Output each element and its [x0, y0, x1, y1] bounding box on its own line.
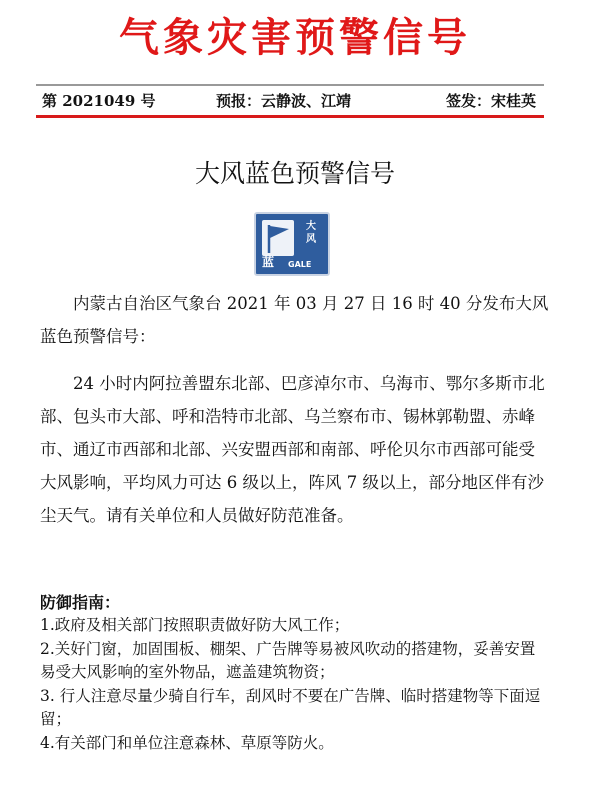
masthead-title: 气象灾害预警信号	[119, 15, 471, 61]
guide-list	[40, 614, 550, 755]
issue-number: 第 2021049 号	[42, 92, 156, 110]
flag-panel	[262, 220, 294, 256]
guide-item: 1.政府及相关部门按照职责做好防大风工作；	[40, 616, 350, 634]
signer-name: 签发：宋桂英	[445, 92, 536, 110]
signal-char-2: 风	[306, 234, 316, 245]
forecaster-names: 预报：云静波、江靖	[216, 92, 352, 110]
warning-details-paragraph: 24 小时内阿拉善盟东北部、巴彦淖尔市、乌海市、鄂尔多斯市北部、包头市大部、呼和浩特市北部、乌兰察布市、锡林郭勒盟、赤峰市、通辽市西部和北部、兴安盟西部和南部、呼伦贝尔市西部可能受大风影响，平均风力可达 6 级以上，阵风 7 级以上，部分地区伴有沙尘天气。请有关单位和人员做好防范准备。	[40, 374, 545, 525]
wind-flag-icon	[262, 220, 294, 256]
signal-color-char: 蓝	[262, 255, 275, 269]
signal-char-1: 大	[306, 221, 316, 232]
signal-english-label: GALE	[288, 260, 312, 269]
guide-title: 防御指南：	[40, 593, 121, 612]
alert-title: 大风蓝色预警信号	[194, 159, 395, 188]
gale-blue-warning-icon	[254, 212, 330, 276]
info-bar	[36, 84, 544, 118]
signal-vertical-text	[300, 220, 322, 246]
issuance-paragraph: 内蒙古自治区气象台 2021 年 03 月 27 日 16 时 40 分发布大风蓝色预警信号：	[40, 294, 549, 346]
guide-item: 2.关好门窗，加固围板、棚架、广告牌等易被风吹动的搭建物，妥善安置易受大风影响的室外物品，遮盖建筑物资；	[40, 639, 536, 681]
guide-item: 3. 行人注意尽量少骑自行车，刮风时不要在广告牌、临时搭建物等下面逗留；	[40, 686, 541, 728]
guide-item: 4.有关部门和单位注意森林、草原等防火。	[40, 733, 334, 752]
